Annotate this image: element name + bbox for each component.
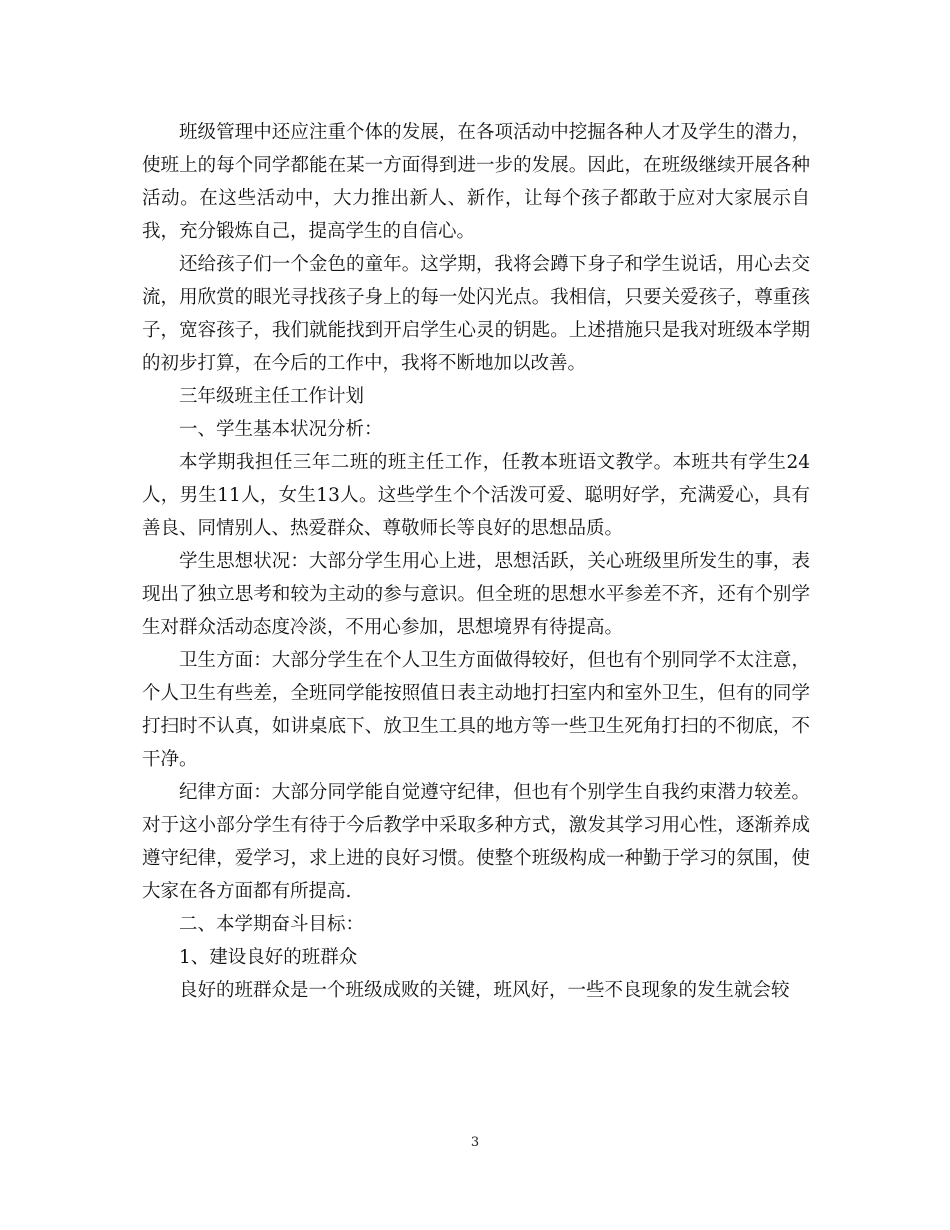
document-body: [142, 116, 810, 1007]
page-number: 3: [470, 1135, 480, 1150]
heading-student-analysis: 一、学生基本状况分析：: [179, 419, 383, 440]
paragraph-discipline: 纪律方面：大部分同学能自觉遵守纪律，但也有个别学生自我约束潜力较差。对于这小部分学生有待于今后教学中采取多种方式，激发其学习用心性，逐渐养成遵守纪律，爱学习，求上进的良好习惯。使整个班级构成一种勤于学习的氛围，使大家在各方面都有所提高.: [142, 782, 810, 902]
paragraph-individual-development: 班级管理中还应注重个体的发展，在各项活动中挖掘各种人才及学生的潜力，使班上的每个同学都能在某一方面得到进一步的发展。因此，在班级继续开展各种活动。在这些活动中，大力推出新人、新作，让每个孩子都敢于应对大家展示自我，充分锻炼自己，提高学生的自信心。: [142, 122, 810, 242]
heading-build-good-class: 1、建设良好的班群众: [179, 947, 358, 968]
paragraph-golden-childhood: 还给孩子们一个金色的童年。这学期，我将会蹲下身子和学生说话，用心去交流，用欣赏的眼光寻找孩子身上的每一处闪光点。我相信，只要关爱孩子，尊重孩子，宽容孩子，我们就能找到开启学生心灵的钥匙。上述措施只是我对班级本学期的初步打算，在今后的工作中，我将不断地加以改善。: [142, 254, 810, 374]
paragraph-thinking-status: 学生思想状况：大部分学生用心上进，思想活跃，关心班级里所发生的事，表现出了独立思考和较为主动的参与意识。但全班的思想水平参差不齐，还有个别学生对群众活动态度冷淡，不用心参加，思想境界有待提高。: [142, 551, 810, 638]
paragraph-class-overview: 本学期我担任三年二班的班主任工作，任教本班语文教学。本班共有学生24人，男生11人，女生13人。这些学生个个活泼可爱、聪明好学，充满爱心，具有善良、同情别人、热爱群众、尊敬师长等良好的思想品质。: [142, 452, 810, 539]
paragraph-hygiene: 卫生方面：大部分学生在个人卫生方面做得较好，但也有个别同学不太注意，个人卫生有些差，全班同学能按照值日表主动地打扫室内和室外卫生，但有的同学打扫时不认真，如讲桌底下、放卫生工具的地方等一些卫生死角打扫的不彻底，不干净。: [142, 650, 810, 770]
paragraph-good-class-intro: 良好的班群众是一个班级成败的关键，班风好，一些不良现象的发生就会较: [179, 980, 790, 1001]
heading-semester-goals: 二、本学期奋斗目标：: [179, 914, 365, 935]
section-title-work-plan: 三年级班主任工作计划: [179, 386, 365, 407]
